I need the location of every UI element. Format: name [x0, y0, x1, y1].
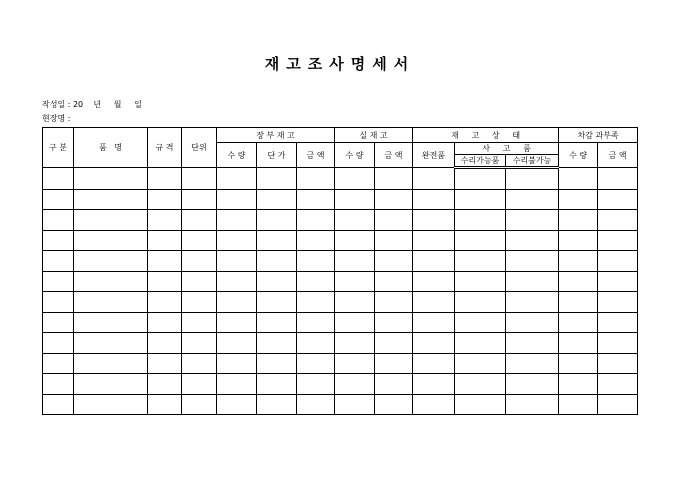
table-cell[interactable] [217, 271, 257, 292]
table-row [43, 210, 638, 231]
table-cell[interactable] [559, 333, 598, 354]
table-cell[interactable] [506, 271, 559, 292]
table-cell[interactable] [335, 271, 375, 292]
table-cell[interactable] [74, 312, 148, 333]
table-cell[interactable] [335, 353, 375, 374]
table-cell[interactable] [335, 333, 375, 354]
table-cell[interactable] [413, 189, 455, 210]
header-unit: 단위 [182, 128, 217, 168]
table-cell[interactable] [455, 230, 506, 251]
table-cell[interactable] [335, 189, 375, 210]
table-row [43, 189, 638, 210]
table-cell[interactable] [598, 394, 638, 415]
table-cell[interactable] [74, 189, 148, 210]
table-cell[interactable] [506, 353, 559, 374]
table-cell[interactable] [297, 189, 335, 210]
table-cell[interactable] [217, 230, 257, 251]
table-cell[interactable] [375, 210, 413, 231]
table-cell[interactable] [182, 189, 217, 210]
table-cell[interactable] [455, 312, 506, 333]
table-row [43, 353, 638, 374]
table-cell[interactable] [455, 333, 506, 354]
table-cell[interactable] [297, 374, 335, 395]
table-cell[interactable] [455, 189, 506, 210]
table-row [43, 374, 638, 395]
table-cell[interactable] [182, 394, 217, 415]
table-cell[interactable] [375, 230, 413, 251]
table-cell[interactable] [297, 333, 335, 354]
table-cell[interactable] [335, 292, 375, 313]
table-cell[interactable] [148, 312, 182, 333]
table-cell[interactable] [217, 394, 257, 415]
table-cell[interactable] [559, 374, 598, 395]
table-cell[interactable] [257, 353, 297, 374]
header-diff-qty: 수 량 [559, 143, 598, 168]
table-cell[interactable] [217, 374, 257, 395]
table-cell[interactable] [217, 168, 257, 190]
table-cell[interactable] [335, 210, 375, 231]
table-cell[interactable] [182, 271, 217, 292]
table-cell[interactable] [375, 292, 413, 313]
table-cell[interactable] [455, 271, 506, 292]
table-cell[interactable] [506, 230, 559, 251]
table-row [43, 394, 638, 415]
header-item-name: 품 명 [74, 128, 148, 168]
table-cell[interactable] [559, 210, 598, 231]
table-cell[interactable] [598, 292, 638, 313]
table-cell[interactable] [413, 374, 455, 395]
table-cell[interactable] [413, 210, 455, 231]
table-cell[interactable] [74, 353, 148, 374]
table-cell[interactable] [375, 251, 413, 272]
table-cell[interactable] [74, 230, 148, 251]
table-cell[interactable] [413, 333, 455, 354]
table-cell[interactable] [413, 292, 455, 313]
table-cell[interactable] [297, 168, 335, 190]
table-cell[interactable] [182, 374, 217, 395]
table-cell[interactable] [506, 333, 559, 354]
table-cell[interactable] [148, 394, 182, 415]
table-cell[interactable] [257, 230, 297, 251]
table-cell[interactable] [148, 189, 182, 210]
table-row [43, 292, 638, 313]
header-book-qty: 수 량 [217, 143, 257, 168]
table-row [43, 230, 638, 251]
header-actual-inventory: 실 재 고 [335, 128, 413, 143]
table-cell[interactable] [297, 312, 335, 333]
table-cell[interactable] [148, 374, 182, 395]
header-book-inventory: 장 부 재 고 [217, 128, 335, 143]
table-cell[interactable] [413, 312, 455, 333]
table-cell[interactable] [559, 251, 598, 272]
table-cell[interactable] [43, 333, 74, 354]
table-cell[interactable] [297, 230, 335, 251]
table-cell[interactable] [297, 394, 335, 415]
table-cell[interactable] [217, 292, 257, 313]
table-cell[interactable] [506, 394, 559, 415]
table-cell[interactable] [335, 251, 375, 272]
table-cell[interactable] [335, 394, 375, 415]
table-cell[interactable] [559, 312, 598, 333]
table-cell[interactable] [148, 168, 182, 190]
table-cell[interactable] [217, 353, 257, 374]
table-cell[interactable] [455, 251, 506, 272]
table-cell[interactable] [217, 312, 257, 333]
table-cell[interactable] [74, 394, 148, 415]
table-cell[interactable] [506, 210, 559, 231]
table-cell[interactable] [375, 394, 413, 415]
table-cell[interactable] [559, 189, 598, 210]
table-cell[interactable] [559, 168, 598, 190]
header-difference: 차감 과부족 [559, 128, 638, 143]
table-cell[interactable] [455, 168, 506, 190]
table-cell[interactable] [375, 168, 413, 190]
table-cell[interactable] [257, 333, 297, 354]
table-cell[interactable] [455, 394, 506, 415]
table-cell[interactable] [148, 292, 182, 313]
table-cell[interactable] [257, 394, 297, 415]
table-cell[interactable] [297, 353, 335, 374]
table-cell[interactable] [74, 168, 148, 190]
table-cell[interactable] [413, 251, 455, 272]
table-cell[interactable] [182, 333, 217, 354]
table-cell[interactable] [148, 251, 182, 272]
table-cell[interactable] [559, 271, 598, 292]
table-cell[interactable] [148, 333, 182, 354]
table-cell[interactable] [182, 230, 217, 251]
table-cell[interactable] [43, 374, 74, 395]
table-cell[interactable] [297, 271, 335, 292]
table-cell[interactable] [43, 312, 74, 333]
table-cell[interactable] [335, 168, 375, 190]
table-cell[interactable] [598, 168, 638, 190]
table-row [43, 271, 638, 292]
table-cell[interactable] [257, 374, 297, 395]
header-row-1 [43, 128, 638, 143]
table-cell[interactable] [375, 353, 413, 374]
table-cell[interactable] [375, 189, 413, 210]
table-cell[interactable] [257, 210, 297, 231]
table-cell[interactable] [148, 271, 182, 292]
table-row [43, 312, 638, 333]
table-cell[interactable] [598, 333, 638, 354]
table-cell[interactable] [335, 374, 375, 395]
table-cell[interactable] [598, 189, 638, 210]
table-cell[interactable] [257, 168, 297, 190]
table-cell[interactable] [335, 312, 375, 333]
header-book-price: 단 가 [257, 143, 297, 168]
table-cell[interactable] [182, 292, 217, 313]
table-cell[interactable] [559, 292, 598, 313]
table-cell[interactable] [257, 189, 297, 210]
table-cell[interactable] [413, 394, 455, 415]
table-cell[interactable] [148, 210, 182, 231]
table-cell[interactable] [257, 251, 297, 272]
table-cell[interactable] [43, 292, 74, 313]
table-cell[interactable] [217, 251, 257, 272]
table-cell[interactable] [413, 168, 455, 190]
table-cell[interactable] [335, 230, 375, 251]
table-cell[interactable] [455, 292, 506, 313]
table-cell[interactable] [182, 210, 217, 231]
table-cell[interactable] [74, 251, 148, 272]
table-cell[interactable] [506, 312, 559, 333]
table-cell[interactable] [559, 353, 598, 374]
table-body [43, 168, 638, 415]
table-cell[interactable] [506, 292, 559, 313]
table-cell[interactable] [257, 312, 297, 333]
table-cell[interactable] [455, 374, 506, 395]
header-actual-qty: 수 량 [335, 143, 375, 168]
table-cell[interactable] [217, 189, 257, 210]
header-inventory-status: 재 고 상 태 [413, 128, 559, 143]
table-cell[interactable] [43, 271, 74, 292]
table-row [43, 251, 638, 272]
inventory-table [42, 127, 638, 415]
table-cell[interactable] [43, 353, 74, 374]
table-cell[interactable] [598, 353, 638, 374]
date-line: 작성일 : 20 년 월 일 [42, 100, 142, 109]
table-cell[interactable] [217, 210, 257, 231]
table-cell[interactable] [74, 292, 148, 313]
table-cell[interactable] [182, 168, 217, 190]
table-cell[interactable] [598, 312, 638, 333]
table-cell[interactable] [598, 271, 638, 292]
table-cell[interactable] [43, 230, 74, 251]
table-cell[interactable] [598, 251, 638, 272]
header-complete: 완전품 [413, 143, 455, 168]
table-cell[interactable] [598, 374, 638, 395]
table-cell[interactable] [43, 168, 74, 190]
table-cell[interactable] [257, 271, 297, 292]
table-cell[interactable] [74, 333, 148, 354]
table-cell[interactable] [506, 374, 559, 395]
table-cell[interactable] [559, 394, 598, 415]
header-repairable: 수리가능품 [455, 155, 506, 168]
table-row [43, 333, 638, 354]
table-cell[interactable] [598, 230, 638, 251]
table-cell[interactable] [297, 292, 335, 313]
table-cell[interactable] [413, 230, 455, 251]
table-cell[interactable] [43, 210, 74, 231]
header-accident: 사 고 품 [455, 143, 559, 155]
table-cell[interactable] [148, 353, 182, 374]
header-spec: 규 격 [148, 128, 182, 168]
header-book-amount: 금 액 [297, 143, 335, 168]
table-cell[interactable] [375, 333, 413, 354]
header-unrepairable: 수리불가능 [506, 155, 559, 168]
table-cell[interactable] [148, 230, 182, 251]
table-cell[interactable] [375, 271, 413, 292]
site-line: 현장명 : [42, 114, 71, 123]
table-cell[interactable] [506, 251, 559, 272]
table-cell[interactable] [297, 210, 335, 231]
table-cell[interactable] [74, 374, 148, 395]
table-cell[interactable] [375, 312, 413, 333]
table-cell[interactable] [297, 251, 335, 272]
table-cell[interactable] [182, 312, 217, 333]
table-cell[interactable] [413, 271, 455, 292]
document-title: 재고조사명세서 [264, 55, 416, 73]
table-cell[interactable] [375, 374, 413, 395]
table-cell[interactable] [182, 251, 217, 272]
table-cell[interactable] [257, 292, 297, 313]
table-cell[interactable] [506, 189, 559, 210]
table-cell[interactable] [559, 230, 598, 251]
header-gubun: 구 분 [43, 128, 74, 168]
table-cell[interactable] [74, 271, 148, 292]
table-cell[interactable] [455, 353, 506, 374]
table-cell[interactable] [506, 168, 559, 190]
table-cell[interactable] [43, 394, 74, 415]
table-cell[interactable] [455, 210, 506, 231]
header-diff-amount: 금 액 [598, 143, 638, 168]
table-cell[interactable] [598, 210, 638, 231]
table-cell[interactable] [217, 333, 257, 354]
table-row [43, 168, 638, 190]
table-cell[interactable] [43, 251, 74, 272]
table-cell[interactable] [74, 210, 148, 231]
table-cell[interactable] [413, 353, 455, 374]
table-cell[interactable] [43, 189, 74, 210]
table-cell[interactable] [182, 353, 217, 374]
header-actual-amount: 금 액 [375, 143, 413, 168]
